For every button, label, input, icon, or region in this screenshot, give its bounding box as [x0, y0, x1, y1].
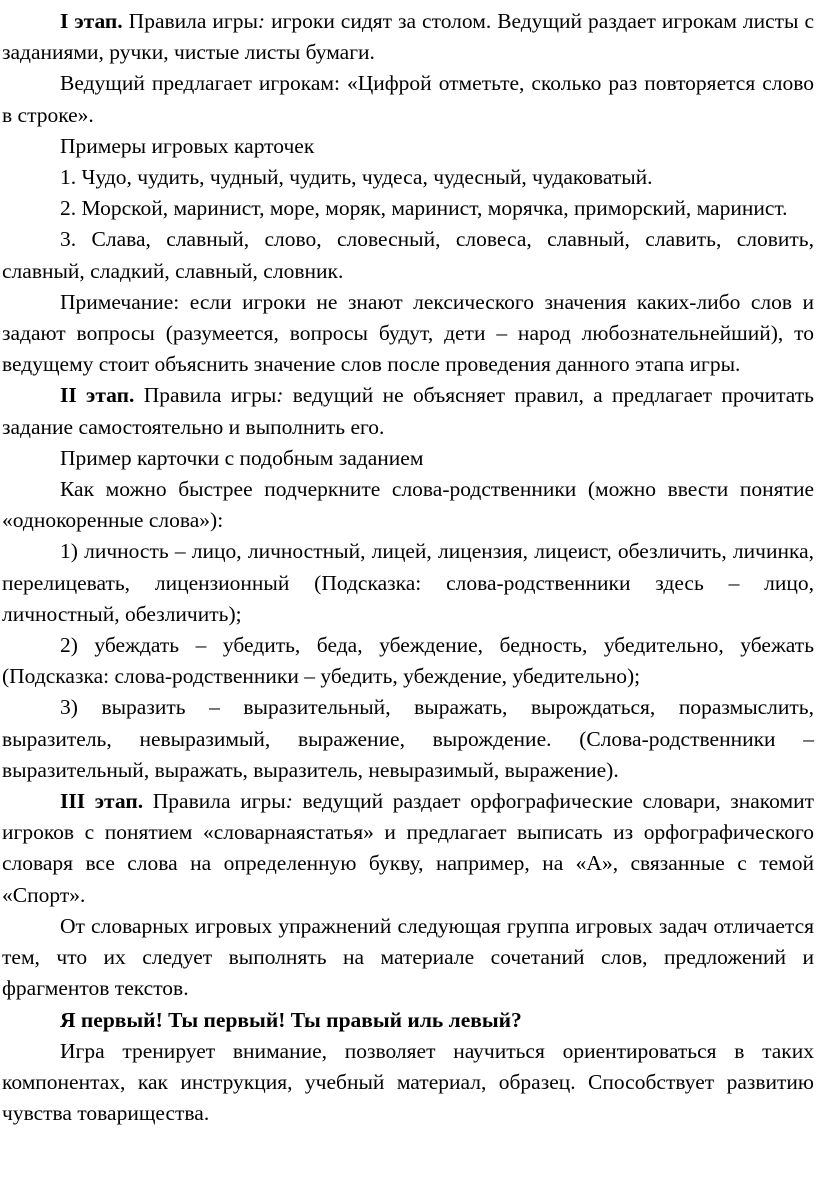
card-task-caption: Пример карточки с подобным заданием [60, 445, 424, 470]
game-description-paragraph: Игра тренирует внимание, позволяет научиться ориентироваться в таких компонентах, как инструкция, учебный материал, образец. Способствует развитию чувства товарищества. [2, 1038, 814, 1126]
stage-3-paragraph [2, 786, 814, 911]
rules-label: Правила игры [152, 789, 286, 814]
rules-colon: : [276, 383, 284, 408]
task-item-3: 3) выразить – выразительный, выражать, вырождаться, поразмыслить, выразитель, невыразимый, выражение, вырождение. (Слова-родственники – выразительный, выражать, выразитель, невыразимый, выражение). [2, 695, 814, 782]
stage-2-paragraph [2, 380, 814, 442]
card-example-2: 2. Морской, маринист, море, моряк, маринист, морячка, приморский, маринист. [60, 196, 788, 221]
card-example-1: 1. Чудо, чудить, чудный, чудить, чудеса, чудесный, чудаковатый. [60, 165, 653, 190]
stage-3-text: ведущий раздает орфографические словари, знакомит игроков с понятием «словарнаястатья» и предлагает выписать из орфографического словаря все слова на определенную букву, например, на «А», связанные с темой «Спорт». [2, 789, 815, 907]
task-instruction-paragraph: Как можно быстрее подчеркните слова-родственники (можно ввести понятие «однокоренные слова»): [2, 477, 814, 533]
game-title-heading: Я первый! Ты первый! Ты правый иль левый? [60, 1007, 522, 1032]
rules-colon: : [257, 9, 266, 33]
rules-label: Правила игры [128, 9, 258, 33]
host-instruction-paragraph: Ведущий предлагает игрокам: «Цифрой отметьте, сколько раз повторяется слово в строке». [2, 71, 814, 127]
stage-2-label: II этап. [60, 383, 135, 408]
card-example-3: 3. Слава, славный, слово, словесный, словеса, славный, славить, словить, славный, сладкий, славный, словник. [2, 227, 814, 283]
next-group-paragraph: От словарных игровых упражнений следующая группа игровых задач отличается тем, что их следует выполнять на материале сочетаний слов, предложений и фрагментов текстов. [2, 913, 814, 1001]
note-paragraph: Примечание: если игроки не знают лексического значения каких-либо слов и задают вопросы (разумеется, вопросы будут, дети – народ любознательнейший), то ведущему стоит объяснить значение слов после проведения данного этапа игры. [2, 289, 814, 377]
rules-colon: : [285, 789, 293, 814]
card-examples-caption: Примеры игровых карточек [60, 133, 315, 158]
task-item-2: 2) убеждать – убедить, беда, убеждение, бедность, убедительно, убежать (Подсказка: слова-родственники – убедить, убеждение, убедительно); [2, 633, 814, 689]
stage-1-text: игроки сидят за столом. Ведущий раздает игрокам листы с заданиями, ручки, чистые листы бумаги. [2, 9, 815, 65]
stage-2-text: ведущий не объясняет правил, а предлагает прочитать задание самостоятельно и выполнить его. [2, 383, 814, 439]
stage-3-label: III этап. [60, 789, 144, 814]
stage-1-paragraph [2, 6, 814, 68]
stage-1-label: I этап. [60, 9, 123, 33]
task-item-1: 1) личность – лицо, личностный, лицей, лицензия, лицеист, обезличить, личинка, перелицевать, лицензионный (Подсказка: слова-родственники здесь – лицо, личностный, обезличить); [2, 539, 814, 626]
rules-label: Правила игры [143, 383, 277, 408]
